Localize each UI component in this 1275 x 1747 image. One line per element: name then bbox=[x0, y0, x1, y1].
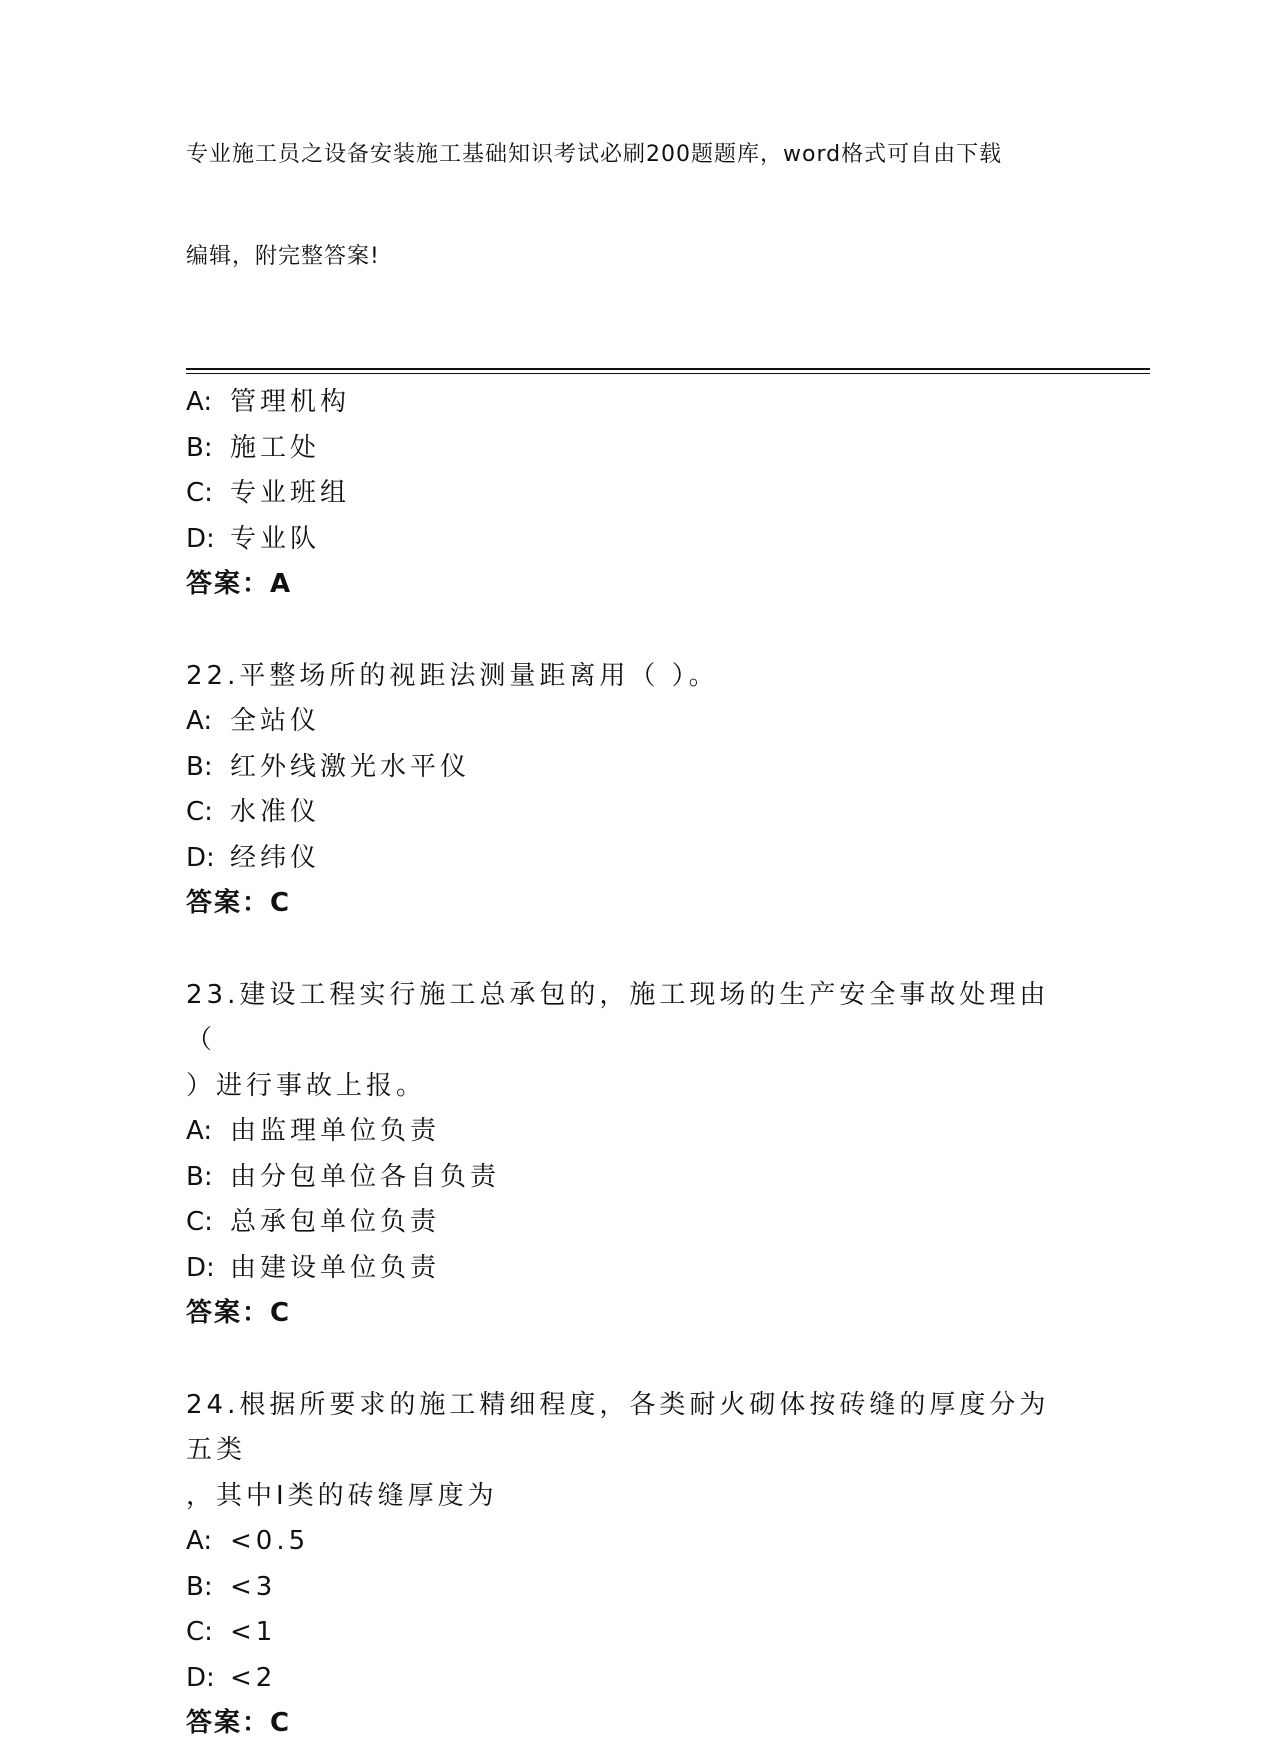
question-22 bbox=[186, 654, 1150, 927]
question-stem-line-2: ，其中Ⅰ类的砖缝厚度为 bbox=[186, 1480, 498, 1511]
question-list bbox=[186, 380, 1150, 1747]
document-page bbox=[186, 70, 1150, 1747]
header-line-1: 专业施工员之设备安装施工基础知识考试必刷200题题库，word格式可自由下载 bbox=[186, 142, 1003, 167]
option-d: D: <2 bbox=[186, 1662, 277, 1693]
option-b: B: 施工处 bbox=[186, 432, 321, 463]
document-header bbox=[186, 70, 1076, 342]
answer: 答案：C bbox=[186, 888, 292, 918]
question-23 bbox=[186, 973, 1150, 1337]
option-a: A: 由监理单位负责 bbox=[186, 1116, 441, 1146]
answer: 答案：C bbox=[186, 1708, 292, 1738]
option-c: C: <1 bbox=[186, 1617, 277, 1647]
question-stem-line-1: 24.根据所要求的施工精细程度，各类耐火砌体按砖缝的厚度分为五类 bbox=[186, 1389, 1050, 1465]
question-stem: 22.平整场所的视距法测量距离用（ ）。 bbox=[186, 660, 719, 691]
option-b: B: <3 bbox=[186, 1571, 277, 1602]
header-line-2: 编辑，附完整答案! bbox=[186, 244, 380, 269]
answer: 答案：A bbox=[186, 569, 293, 599]
option-a: A: 管理机构 bbox=[186, 387, 351, 417]
option-b: B: 红外线激光水平仪 bbox=[186, 751, 471, 782]
header-divider bbox=[186, 368, 1150, 374]
option-c: C: 总承包单位负责 bbox=[186, 1207, 441, 1237]
option-c: C: 专业班组 bbox=[186, 478, 351, 508]
option-d: D: 专业队 bbox=[186, 523, 321, 554]
answer: 答案：C bbox=[186, 1298, 292, 1328]
option-b: B: 由分包单位各自负责 bbox=[186, 1161, 501, 1192]
option-c: C: 水准仪 bbox=[186, 797, 321, 827]
question-stem-line-2: ）进行事故上报。 bbox=[186, 1070, 427, 1101]
option-d: D: 由建设单位负责 bbox=[186, 1252, 441, 1283]
question-24 bbox=[186, 1383, 1150, 1747]
question-stem-line-1: 23.建设工程实行施工总承包的，施工现场的生产安全事故处理由（ bbox=[186, 979, 1050, 1055]
question-21 bbox=[186, 380, 1150, 608]
option-d: D: 经纬仪 bbox=[186, 842, 321, 873]
option-a: A: <0.5 bbox=[186, 1526, 310, 1556]
option-a: A: 全站仪 bbox=[186, 706, 321, 736]
